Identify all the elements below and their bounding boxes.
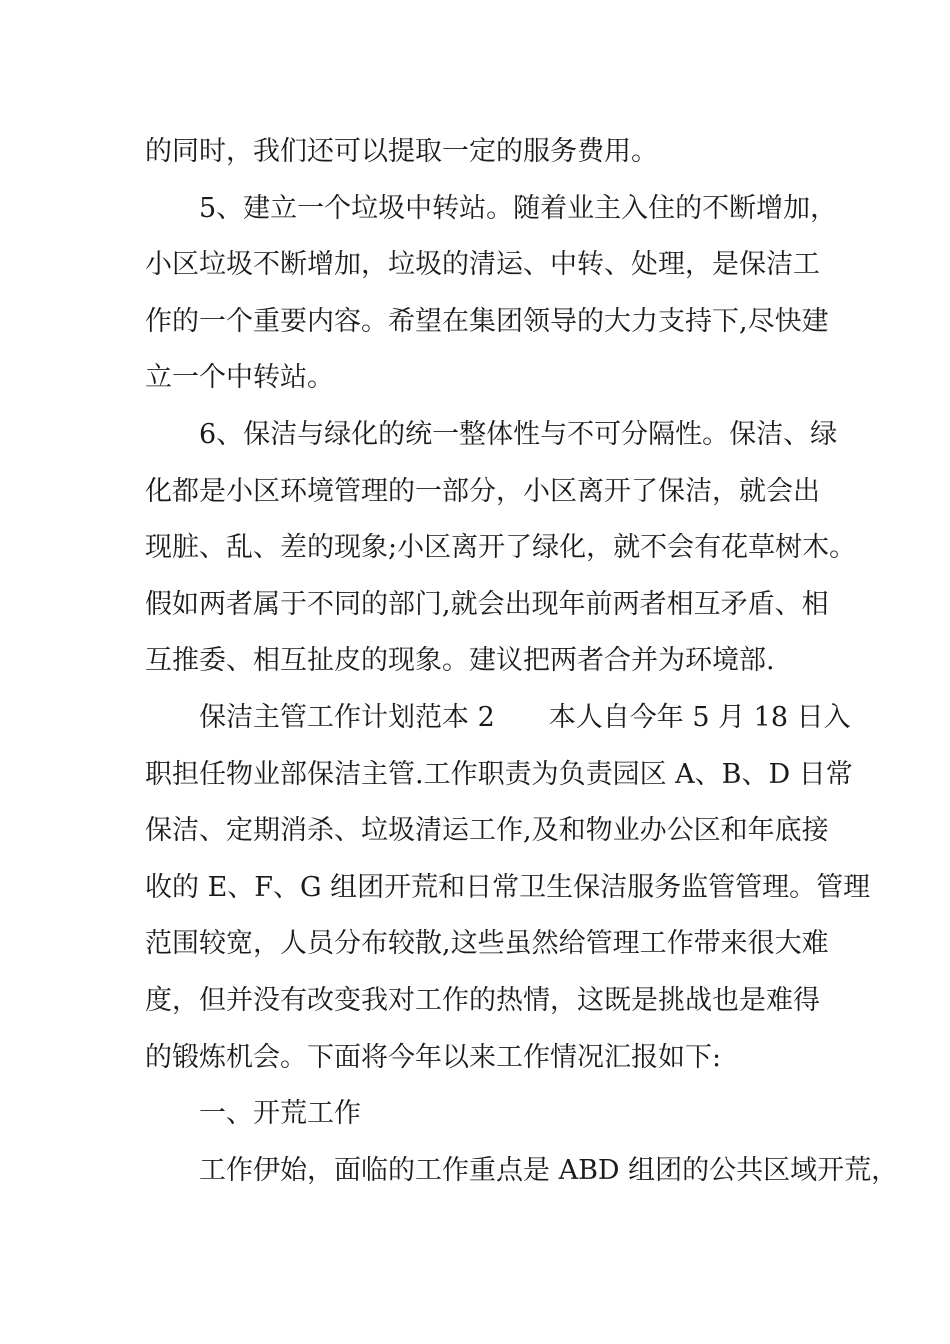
- text-line: 度，但并没有改变我对工作的热情，这既是挑战也是难得: [145, 984, 820, 1016]
- text-line: 假如两者属于不同的部门,就会出现年前两者相互矛盾、相: [145, 588, 829, 620]
- text-line: 互推委、相互扯皮的现象。建议把两者合并为环境部.: [145, 645, 775, 677]
- text-line: 6、保洁与绿化的统一整体性与不可分隔性。保洁、绿: [199, 418, 838, 450]
- text-line: 立一个中转站。: [145, 362, 334, 394]
- text-line: 5、建立一个垃圾中转站。随着业主入住的不断增加，: [199, 192, 838, 224]
- text-line: 的同时，我们还可以提取一定的服务费用。: [145, 136, 658, 167]
- text-line: 小区垃圾不断增加，垃圾的清运、中转、处理，是保洁工: [145, 249, 820, 281]
- text-line: 保洁、定期消杀、垃圾清运工作,及和物业办公区和年底接: [145, 815, 829, 847]
- text-line: 收的 E、F、G 组团开荒和日常卫生保洁服务监管管理。管理: [145, 871, 871, 903]
- text-line: 作的一个重要内容。希望在集团领导的大力支持下,尽快建: [145, 305, 829, 337]
- text-line: 保洁主管工作计划范本 2 本人自今年 5 月 18 日入: [199, 701, 851, 733]
- text-line: 一、开荒工作: [199, 1098, 361, 1130]
- text-line: 范围较宽，人员分布较散,这些虽然给管理工作带来很大难: [145, 928, 829, 960]
- document-body: [145, 124, 899, 1199]
- text-line: 的锻炼机会。下面将今年以来工作情况汇报如下:: [145, 1041, 722, 1073]
- text-line: 化都是小区环境管理的一部分，小区离开了保洁，就会出: [145, 475, 820, 507]
- text-line: 职担任物业部保洁主管.工作职责为负责园区 A、B、D 日常: [145, 758, 853, 790]
- text-line: 现脏、乱、差的现象;小区离开了绿化，就不会有花草树木。: [145, 532, 857, 564]
- text-line: 工作伊始，面临的工作重点是 ABD 组团的公共区域开荒，: [199, 1154, 899, 1186]
